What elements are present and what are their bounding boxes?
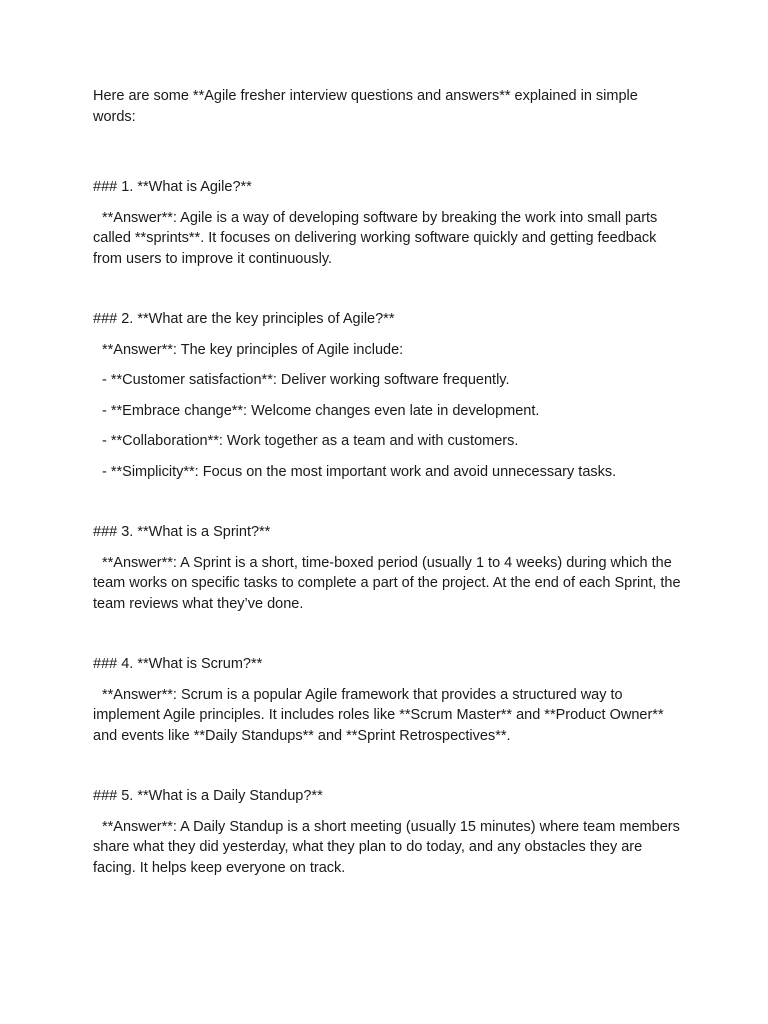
question-heading: ### 3. **What is a Sprint?** <box>93 524 271 540</box>
document-page <box>93 86 683 878</box>
list-item: - **Customer satisfaction**: Deliver working software frequently. <box>102 372 510 388</box>
answer-paragraph: **Answer**: A Daily Standup is a short meeting (usually 15 minutes) where team members share what they did yesterday, what they plan to do today, and any obstacles they are facing. It helps keep everyone on track. <box>93 818 684 876</box>
answer-paragraph: **Answer**: Scrum is a popular Agile framework that provides a structured way to implement Agile principles. It includes roles like **Scrum Master** and **Product Owner** and events like **Daily Standups** and **Sprint Retrospectives**. <box>93 686 668 744</box>
answer-paragraph: **Answer**: Agile is a way of developing software by breaking the work into small parts called **sprints**. It focuses on delivering working software quickly and getting feedback from users to improve it continuously. <box>93 209 662 267</box>
question-section-2 <box>93 309 683 482</box>
question-section-4 <box>93 654 683 746</box>
list-item: - **Embrace change**: Welcome changes even late in development. <box>102 402 540 419</box>
list-item: - **Collaboration**: Work together as a team and with customers. <box>102 433 519 449</box>
answer-paragraph: **Answer**: A Sprint is a short, time-boxed period (usually 1 to 4 weeks) during which the team works on specific tasks to complete a part of the project. At the end of each Sprint, the team reviews what they’ve done. <box>93 554 685 612</box>
question-heading: ### 4. **What is Scrum?** <box>93 656 263 672</box>
question-heading: ### 2. **What are the key principles of Agile?** <box>93 311 395 327</box>
question-section-3 <box>93 522 683 614</box>
list-item: - **Simplicity**: Focus on the most important work and avoid unnecessary tasks. <box>102 463 617 480</box>
question-section-1 <box>93 177 683 269</box>
question-section-5 <box>93 786 683 878</box>
answer-paragraph: **Answer**: The key principles of Agile include: <box>102 341 404 358</box>
intro-paragraph: Here are some **Agile fresher interview questions and answers** explained in simple words: <box>93 88 642 125</box>
principles-list <box>93 370 683 482</box>
question-heading: ### 1. **What is Agile?** <box>93 179 252 195</box>
question-heading: ### 5. **What is a Daily Standup?** <box>93 788 323 804</box>
